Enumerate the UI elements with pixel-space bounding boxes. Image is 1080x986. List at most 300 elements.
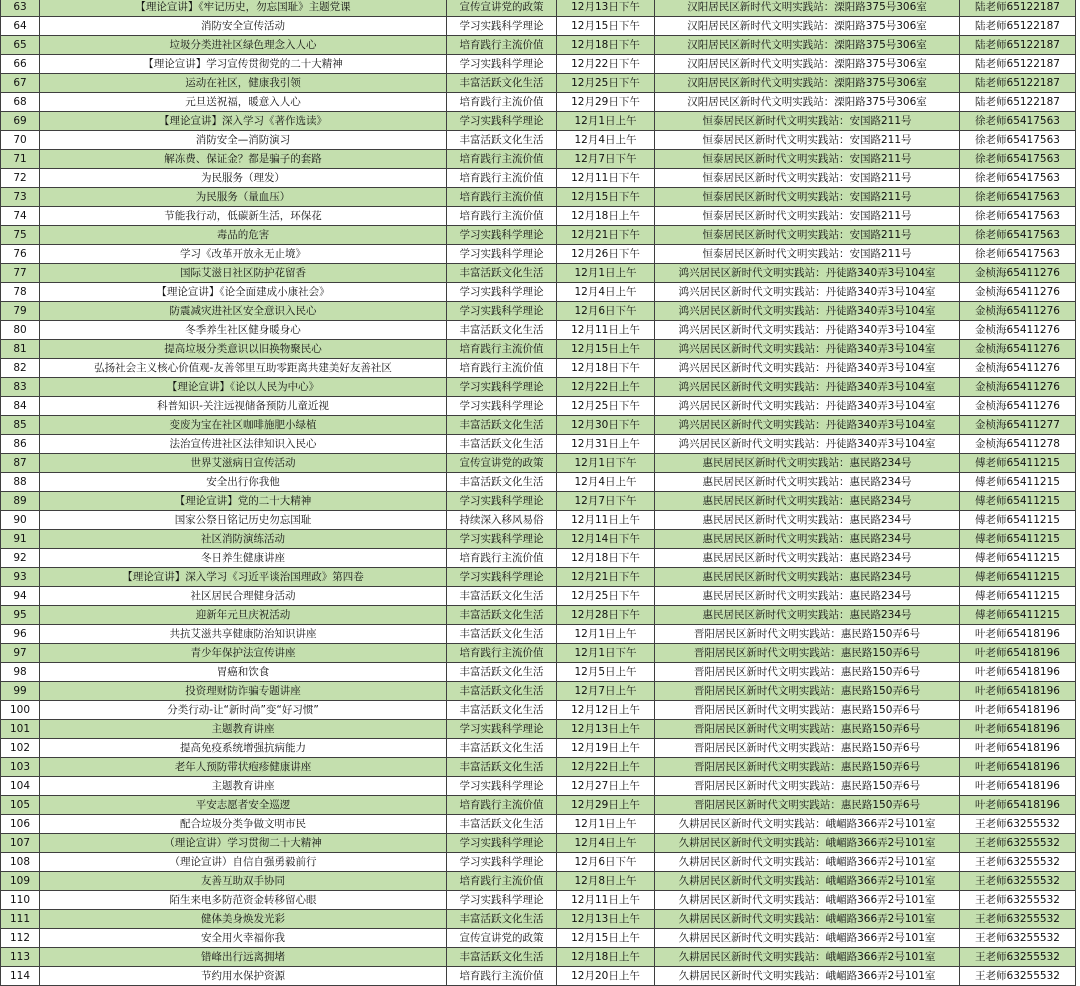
table-row [1, 435, 1076, 454]
activity-title-cell: 冬日养生健康讲座 [40, 549, 447, 568]
table-row [1, 207, 1076, 226]
activity-title-cell: 友善互助双手协同 [40, 872, 447, 891]
location-cell: 晋阳居民区新时代文明实践站：惠民路150弄6号 [655, 644, 960, 663]
date-time-cell: 12月6日下午 [557, 302, 655, 321]
contact-cell: 傅老师65411215 [960, 492, 1076, 511]
contact-cell: 金桢海65411276 [960, 340, 1076, 359]
contact-cell: 陆老师65122187 [960, 74, 1076, 93]
activity-title-cell: 消防安全宣传活动 [40, 17, 447, 36]
date-time-cell: 12月13日上午 [557, 910, 655, 929]
table-row [1, 416, 1076, 435]
activity-title-cell: 社区居民合理健身活动 [40, 587, 447, 606]
date-time-cell: 12月22日下午 [557, 55, 655, 74]
category-cell: 学习实践科学理论 [447, 226, 557, 245]
contact-cell: 傅老师65411215 [960, 530, 1076, 549]
activity-title-cell: 科普知识-关注远视储备预防儿童近视 [40, 397, 447, 416]
location-cell: 鸿兴居民区新时代文明实践站：丹徒路340弄3号104室 [655, 340, 960, 359]
category-cell: 丰富活跃文化生活 [447, 682, 557, 701]
date-time-cell: 12月15日下午 [557, 17, 655, 36]
contact-cell: 金桢海65411278 [960, 435, 1076, 454]
activity-title-cell: 提高垃圾分类意识以旧换物聚民心 [40, 340, 447, 359]
table-row [1, 739, 1076, 758]
row-number-cell: 85 [1, 416, 40, 435]
location-cell: 汉阳居民区新时代文明实践站：溧阳路375号306室 [655, 17, 960, 36]
category-cell: 学习实践科学理论 [447, 17, 557, 36]
row-number-cell: 112 [1, 929, 40, 948]
activity-title-cell: 【理论宣讲】学习宣传贯彻党的二十大精神 [40, 55, 447, 74]
location-cell: 恒泰居民区新时代文明实践站：安国路211号 [655, 188, 960, 207]
table-row [1, 777, 1076, 796]
row-number-cell: 67 [1, 74, 40, 93]
table-row [1, 454, 1076, 473]
category-cell: 学习实践科学理论 [447, 492, 557, 511]
table-row [1, 663, 1076, 682]
location-cell: 久耕居民区新时代文明实践站：峨嵋路366弄2号101室 [655, 910, 960, 929]
contact-cell: 金桢海65411276 [960, 283, 1076, 302]
location-cell: 恒泰居民区新时代文明实践站：安国路211号 [655, 131, 960, 150]
contact-cell: 陆老师65122187 [960, 0, 1076, 17]
row-number-cell: 106 [1, 815, 40, 834]
table-row [1, 701, 1076, 720]
category-cell: 丰富活跃文化生活 [447, 663, 557, 682]
row-number-cell: 76 [1, 245, 40, 264]
row-number-cell: 103 [1, 758, 40, 777]
location-cell: 惠民居民区新时代文明实践站：惠民路234号 [655, 587, 960, 606]
row-number-cell: 88 [1, 473, 40, 492]
category-cell: 丰富活跃文化生活 [447, 948, 557, 967]
date-time-cell: 12月7日下午 [557, 492, 655, 511]
location-cell: 惠民居民区新时代文明实践站：惠民路234号 [655, 530, 960, 549]
row-number-cell: 110 [1, 891, 40, 910]
date-time-cell: 12月12日上午 [557, 701, 655, 720]
activity-title-cell: 【理论宣讲】深入学习《习近平谈治国理政》第四卷 [40, 568, 447, 587]
table-row [1, 112, 1076, 131]
location-cell: 晋阳居民区新时代文明实践站：惠民路150弄6号 [655, 739, 960, 758]
contact-cell: 金桢海65411276 [960, 302, 1076, 321]
date-time-cell: 12月1日上午 [557, 264, 655, 283]
activity-title-cell: 垃圾分类进社区绿色理念入人心 [40, 36, 447, 55]
date-time-cell: 12月26日下午 [557, 245, 655, 264]
contact-cell: 王老师63255532 [960, 853, 1076, 872]
date-time-cell: 12月22日上午 [557, 378, 655, 397]
date-time-cell: 12月1日下午 [557, 644, 655, 663]
location-cell: 汉阳居民区新时代文明实践站：溧阳路375号306室 [655, 0, 960, 17]
row-number-cell: 90 [1, 511, 40, 530]
row-number-cell: 91 [1, 530, 40, 549]
location-cell: 久耕居民区新时代文明实践站：峨嵋路366弄2号101室 [655, 834, 960, 853]
row-number-cell: 97 [1, 644, 40, 663]
category-cell: 丰富活跃文化生活 [447, 131, 557, 150]
contact-cell: 金桢海65411276 [960, 359, 1076, 378]
activity-title-cell: （理论宣讲）自信自强勇毅前行 [40, 853, 447, 872]
location-cell: 久耕居民区新时代文明实践站：峨嵋路366弄2号101室 [655, 815, 960, 834]
contact-cell: 叶老师65418196 [960, 701, 1076, 720]
row-number-cell: 96 [1, 625, 40, 644]
location-cell: 久耕居民区新时代文明实践站：峨嵋路366弄2号101室 [655, 853, 960, 872]
category-cell: 培育践行主流价值 [447, 796, 557, 815]
contact-cell: 徐老师65417563 [960, 169, 1076, 188]
table-row [1, 644, 1076, 663]
table-row [1, 625, 1076, 644]
location-cell: 鸿兴居民区新时代文明实践站：丹徒路340弄3号104室 [655, 435, 960, 454]
row-number-cell: 81 [1, 340, 40, 359]
activity-title-cell: 共抗艾滋共享健康防治知识讲座 [40, 625, 447, 644]
table-row [1, 226, 1076, 245]
table-row [1, 872, 1076, 891]
activity-title-cell: 解冻费、保证金？都是骗子的套路 [40, 150, 447, 169]
category-cell: 培育践行主流价值 [447, 967, 557, 986]
date-time-cell: 12月1日下午 [557, 454, 655, 473]
date-time-cell: 12月4日上午 [557, 283, 655, 302]
row-number-cell: 69 [1, 112, 40, 131]
contact-cell: 叶老师65418196 [960, 663, 1076, 682]
table-row [1, 948, 1076, 967]
activity-title-cell: 运动在社区，健康我引领 [40, 74, 447, 93]
date-time-cell: 12月21日下午 [557, 568, 655, 587]
category-cell: 培育践行主流价值 [447, 150, 557, 169]
table-row [1, 264, 1076, 283]
location-cell: 汉阳居民区新时代文明实践站：溧阳路375号306室 [655, 93, 960, 112]
date-time-cell: 12月14日下午 [557, 530, 655, 549]
date-time-cell: 12月18日下午 [557, 36, 655, 55]
category-cell: 学习实践科学理论 [447, 397, 557, 416]
date-time-cell: 12月30日下午 [557, 416, 655, 435]
category-cell: 学习实践科学理论 [447, 112, 557, 131]
row-number-cell: 68 [1, 93, 40, 112]
table-row [1, 815, 1076, 834]
category-cell: 宣传宣讲党的政策 [447, 0, 557, 17]
contact-cell: 傅老师65411215 [960, 568, 1076, 587]
date-time-cell: 12月29日上午 [557, 796, 655, 815]
activity-title-cell: 分类行动-让“新时尚”变“好习惯” [40, 701, 447, 720]
location-cell: 晋阳居民区新时代文明实践站：惠民路150弄6号 [655, 663, 960, 682]
category-cell: 丰富活跃文化生活 [447, 435, 557, 454]
contact-cell: 叶老师65418196 [960, 625, 1076, 644]
table-row [1, 321, 1076, 340]
category-cell: 学习实践科学理论 [447, 55, 557, 74]
location-cell: 恒泰居民区新时代文明实践站：安国路211号 [655, 207, 960, 226]
activity-title-cell: 提高免疫系统增强抗病能力 [40, 739, 447, 758]
activity-title-cell: 陌生来电多防范资金转移留心眼 [40, 891, 447, 910]
date-time-cell: 12月31日上午 [557, 435, 655, 454]
date-time-cell: 12月21日下午 [557, 226, 655, 245]
category-cell: 丰富活跃文化生活 [447, 473, 557, 492]
contact-cell: 陆老师65122187 [960, 55, 1076, 74]
contact-cell: 叶老师65418196 [960, 720, 1076, 739]
activity-title-cell: 【理论宣讲】深入学习《著作选读》 [40, 112, 447, 131]
row-number-cell: 89 [1, 492, 40, 511]
activity-title-cell: 弘扬社会主义核心价值观-友善邻里互助零距离共建美好友善社区 [40, 359, 447, 378]
activity-title-cell: 主题教育讲座 [40, 720, 447, 739]
contact-cell: 陆老师65122187 [960, 93, 1076, 112]
activity-title-cell: 【理论宣讲】党的二十大精神 [40, 492, 447, 511]
row-number-cell: 111 [1, 910, 40, 929]
date-time-cell: 12月15日下午 [557, 188, 655, 207]
activity-title-cell: 安全出行你我他 [40, 473, 447, 492]
category-cell: 丰富活跃文化生活 [447, 739, 557, 758]
row-number-cell: 65 [1, 36, 40, 55]
category-cell: 培育践行主流价值 [447, 340, 557, 359]
location-cell: 汉阳居民区新时代文明实践站：溧阳路375号306室 [655, 36, 960, 55]
activity-title-cell: 节能我行动，低碳新生活，环保花 [40, 207, 447, 226]
activity-title-cell: 为民服务（量血压） [40, 188, 447, 207]
table-row [1, 682, 1076, 701]
location-cell: 久耕居民区新时代文明实践站：峨嵋路366弄2号101室 [655, 967, 960, 986]
table-row [1, 511, 1076, 530]
location-cell: 久耕居民区新时代文明实践站：峨嵋路366弄2号101室 [655, 872, 960, 891]
location-cell: 久耕居民区新时代文明实践站：峨嵋路366弄2号101室 [655, 891, 960, 910]
category-cell: 持续深入移风易俗 [447, 511, 557, 530]
contact-cell: 王老师63255532 [960, 815, 1076, 834]
date-time-cell: 12月1日上午 [557, 625, 655, 644]
contact-cell: 金桢海65411276 [960, 264, 1076, 283]
date-time-cell: 12月11日上午 [557, 511, 655, 530]
date-time-cell: 12月28日下午 [557, 606, 655, 625]
contact-cell: 徐老师65417563 [960, 112, 1076, 131]
category-cell: 培育践行主流价值 [447, 93, 557, 112]
activity-title-cell: 【理论宣讲】《牢记历史，勿忘国耻》主题党课 [40, 0, 447, 17]
location-cell: 鸿兴居民区新时代文明实践站：丹徒路340弄3号104室 [655, 416, 960, 435]
table-row [1, 36, 1076, 55]
activity-title-cell: 消防安全—消防演习 [40, 131, 447, 150]
row-number-cell: 75 [1, 226, 40, 245]
table-row [1, 188, 1076, 207]
category-cell: 学习实践科学理论 [447, 720, 557, 739]
row-number-cell: 84 [1, 397, 40, 416]
contact-cell: 叶老师65418196 [960, 739, 1076, 758]
row-number-cell: 71 [1, 150, 40, 169]
activity-title-cell: 健体美身焕发光彩 [40, 910, 447, 929]
category-cell: 学习实践科学理论 [447, 302, 557, 321]
table-row [1, 17, 1076, 36]
activity-title-cell: 投资理财防诈骗专题讲座 [40, 682, 447, 701]
activity-title-cell: 世界艾滋病日宣传活动 [40, 454, 447, 473]
location-cell: 鸿兴居民区新时代文明实践站：丹徒路340弄3号104室 [655, 397, 960, 416]
table-row [1, 473, 1076, 492]
row-number-cell: 92 [1, 549, 40, 568]
table-body [1, 0, 1076, 986]
contact-cell: 王老师63255532 [960, 967, 1076, 986]
location-cell: 鸿兴居民区新时代文明实践站：丹徒路340弄3号104室 [655, 302, 960, 321]
date-time-cell: 12月1日上午 [557, 815, 655, 834]
location-cell: 恒泰居民区新时代文明实践站：安国路211号 [655, 150, 960, 169]
table-row [1, 853, 1076, 872]
activity-title-cell: 冬季养生社区健身暖身心 [40, 321, 447, 340]
contact-cell: 傅老师65411215 [960, 473, 1076, 492]
activity-title-cell: 平安志愿者安全巡逻 [40, 796, 447, 815]
date-time-cell: 12月25日下午 [557, 397, 655, 416]
date-time-cell: 12月15日上午 [557, 929, 655, 948]
activity-title-cell: 【理论宣讲】《论以人民为中心》 [40, 378, 447, 397]
table-row [1, 74, 1076, 93]
category-cell: 学习实践科学理论 [447, 834, 557, 853]
location-cell: 鸿兴居民区新时代文明实践站：丹徒路340弄3号104室 [655, 378, 960, 397]
row-number-cell: 86 [1, 435, 40, 454]
location-cell: 恒泰居民区新时代文明实践站：安国路211号 [655, 245, 960, 264]
activity-title-cell: 主题教育讲座 [40, 777, 447, 796]
row-number-cell: 87 [1, 454, 40, 473]
category-cell: 学习实践科学理论 [447, 245, 557, 264]
contact-cell: 叶老师65418196 [960, 644, 1076, 663]
table-row [1, 587, 1076, 606]
activity-title-cell: 国际艾滋日社区防护花留香 [40, 264, 447, 283]
activity-title-cell: 学习《改革开放永无止境》 [40, 245, 447, 264]
contact-cell: 金桢海65411276 [960, 397, 1076, 416]
date-time-cell: 12月29日下午 [557, 93, 655, 112]
table-row [1, 967, 1076, 986]
row-number-cell: 72 [1, 169, 40, 188]
table-row [1, 397, 1076, 416]
location-cell: 久耕居民区新时代文明实践站：峨嵋路366弄2号101室 [655, 948, 960, 967]
activity-title-cell: 国家公祭日铭记历史勿忘国耻 [40, 511, 447, 530]
location-cell: 晋阳居民区新时代文明实践站：惠民路150弄6号 [655, 796, 960, 815]
date-time-cell: 12月11日下午 [557, 169, 655, 188]
contact-cell: 陆老师65122187 [960, 36, 1076, 55]
table-row [1, 606, 1076, 625]
location-cell: 晋阳居民区新时代文明实践站：惠民路150弄6号 [655, 682, 960, 701]
contact-cell: 傅老师65411215 [960, 511, 1076, 530]
date-time-cell: 12月18日上午 [557, 948, 655, 967]
location-cell: 晋阳居民区新时代文明实践站：惠民路150弄6号 [655, 758, 960, 777]
location-cell: 晋阳居民区新时代文明实践站：惠民路150弄6号 [655, 720, 960, 739]
row-number-cell: 93 [1, 568, 40, 587]
date-time-cell: 12月18日上午 [557, 207, 655, 226]
date-time-cell: 12月25日下午 [557, 74, 655, 93]
category-cell: 培育践行主流价值 [447, 644, 557, 663]
location-cell: 鸿兴居民区新时代文明实践站：丹徒路340弄3号104室 [655, 264, 960, 283]
row-number-cell: 78 [1, 283, 40, 302]
category-cell: 学习实践科学理论 [447, 530, 557, 549]
table-row [1, 834, 1076, 853]
date-time-cell: 12月20日上午 [557, 967, 655, 986]
category-cell: 宣传宣讲党的政策 [447, 454, 557, 473]
activity-title-cell: 元旦送祝福，暖意入人心 [40, 93, 447, 112]
row-number-cell: 98 [1, 663, 40, 682]
location-cell: 惠民居民区新时代文明实践站：惠民路234号 [655, 454, 960, 473]
table-row [1, 131, 1076, 150]
row-number-cell: 113 [1, 948, 40, 967]
table-row [1, 378, 1076, 397]
row-number-cell: 82 [1, 359, 40, 378]
contact-cell: 徐老师65417563 [960, 207, 1076, 226]
row-number-cell: 80 [1, 321, 40, 340]
table-row [1, 910, 1076, 929]
date-time-cell: 12月4日上午 [557, 834, 655, 853]
table-row [1, 492, 1076, 511]
category-cell: 丰富活跃文化生活 [447, 606, 557, 625]
row-number-cell: 83 [1, 378, 40, 397]
contact-cell: 傅老师65411215 [960, 587, 1076, 606]
activity-title-cell: 为民服务（理发） [40, 169, 447, 188]
table-row [1, 929, 1076, 948]
location-cell: 晋阳居民区新时代文明实践站：惠民路150弄6号 [655, 625, 960, 644]
category-cell: 培育践行主流价值 [447, 359, 557, 378]
contact-cell: 王老师63255532 [960, 834, 1076, 853]
table-row [1, 245, 1076, 264]
contact-cell: 金桢海65411276 [960, 378, 1076, 397]
contact-cell: 叶老师65418196 [960, 682, 1076, 701]
date-time-cell: 12月11日上午 [557, 321, 655, 340]
category-cell: 丰富活跃文化生活 [447, 701, 557, 720]
contact-cell: 叶老师65418196 [960, 758, 1076, 777]
location-cell: 恒泰居民区新时代文明实践站：安国路211号 [655, 112, 960, 131]
activity-title-cell: 变废为宝在社区咖啡施肥小绿植 [40, 416, 447, 435]
location-cell: 久耕居民区新时代文明实践站：峨嵋路366弄2号101室 [655, 929, 960, 948]
location-cell: 惠民居民区新时代文明实践站：惠民路234号 [655, 568, 960, 587]
contact-cell: 王老师63255532 [960, 929, 1076, 948]
category-cell: 学习实践科学理论 [447, 777, 557, 796]
location-cell: 惠民居民区新时代文明实践站：惠民路234号 [655, 549, 960, 568]
date-time-cell: 12月25日下午 [557, 587, 655, 606]
row-number-cell: 79 [1, 302, 40, 321]
row-number-cell: 104 [1, 777, 40, 796]
activity-title-cell: 青少年保护法宣传讲座 [40, 644, 447, 663]
contact-cell: 王老师63255532 [960, 872, 1076, 891]
category-cell: 丰富活跃文化生活 [447, 264, 557, 283]
table-row [1, 0, 1076, 17]
activity-title-cell: 毒品的危害 [40, 226, 447, 245]
activity-title-cell: 迎新年元旦庆祝活动 [40, 606, 447, 625]
date-time-cell: 12月27日上午 [557, 777, 655, 796]
row-number-cell: 107 [1, 834, 40, 853]
table-row [1, 758, 1076, 777]
table-row [1, 359, 1076, 378]
date-time-cell: 12月18日下午 [557, 549, 655, 568]
location-cell: 晋阳居民区新时代文明实践站：惠民路150弄6号 [655, 777, 960, 796]
activity-title-cell: 安全用火幸福你我 [40, 929, 447, 948]
row-number-cell: 70 [1, 131, 40, 150]
contact-cell: 王老师63255532 [960, 891, 1076, 910]
row-number-cell: 102 [1, 739, 40, 758]
category-cell: 丰富活跃文化生活 [447, 910, 557, 929]
table-row [1, 340, 1076, 359]
contact-cell: 叶老师65418196 [960, 796, 1076, 815]
row-number-cell: 99 [1, 682, 40, 701]
activity-title-cell: 防震减灾进社区安全意识入民心 [40, 302, 447, 321]
row-number-cell: 66 [1, 55, 40, 74]
category-cell: 丰富活跃文化生活 [447, 416, 557, 435]
row-number-cell: 100 [1, 701, 40, 720]
contact-cell: 傅老师65411215 [960, 606, 1076, 625]
contact-cell: 金桢海65411277 [960, 416, 1076, 435]
location-cell: 惠民居民区新时代文明实践站：惠民路234号 [655, 511, 960, 530]
location-cell: 鸿兴居民区新时代文明实践站：丹徒路340弄3号104室 [655, 359, 960, 378]
location-cell: 鸿兴居民区新时代文明实践站：丹徒路340弄3号104室 [655, 283, 960, 302]
date-time-cell: 12月18日下午 [557, 359, 655, 378]
contact-cell: 徐老师65417563 [960, 245, 1076, 264]
contact-cell: 陆老师65122187 [960, 17, 1076, 36]
category-cell: 培育践行主流价值 [447, 188, 557, 207]
activity-title-cell: 胃癌和饮食 [40, 663, 447, 682]
table-row [1, 283, 1076, 302]
row-number-cell: 109 [1, 872, 40, 891]
date-time-cell: 12月8日上午 [557, 872, 655, 891]
location-cell: 恒泰居民区新时代文明实践站：安国路211号 [655, 226, 960, 245]
date-time-cell: 12月7日上午 [557, 682, 655, 701]
category-cell: 培育践行主流价值 [447, 872, 557, 891]
location-cell: 惠民居民区新时代文明实践站：惠民路234号 [655, 473, 960, 492]
contact-cell: 徐老师65417563 [960, 188, 1076, 207]
activity-title-cell: 错峰出行远离拥堵 [40, 948, 447, 967]
row-number-cell: 94 [1, 587, 40, 606]
category-cell: 培育践行主流价值 [447, 169, 557, 188]
location-cell: 惠民居民区新时代文明实践站：惠民路234号 [655, 492, 960, 511]
contact-cell: 徐老师65417563 [960, 150, 1076, 169]
location-cell: 惠民居民区新时代文明实践站：惠民路234号 [655, 606, 960, 625]
date-time-cell: 12月15日上午 [557, 340, 655, 359]
location-cell: 汉阳居民区新时代文明实践站：溧阳路375号306室 [655, 55, 960, 74]
date-time-cell: 12月22日上午 [557, 758, 655, 777]
